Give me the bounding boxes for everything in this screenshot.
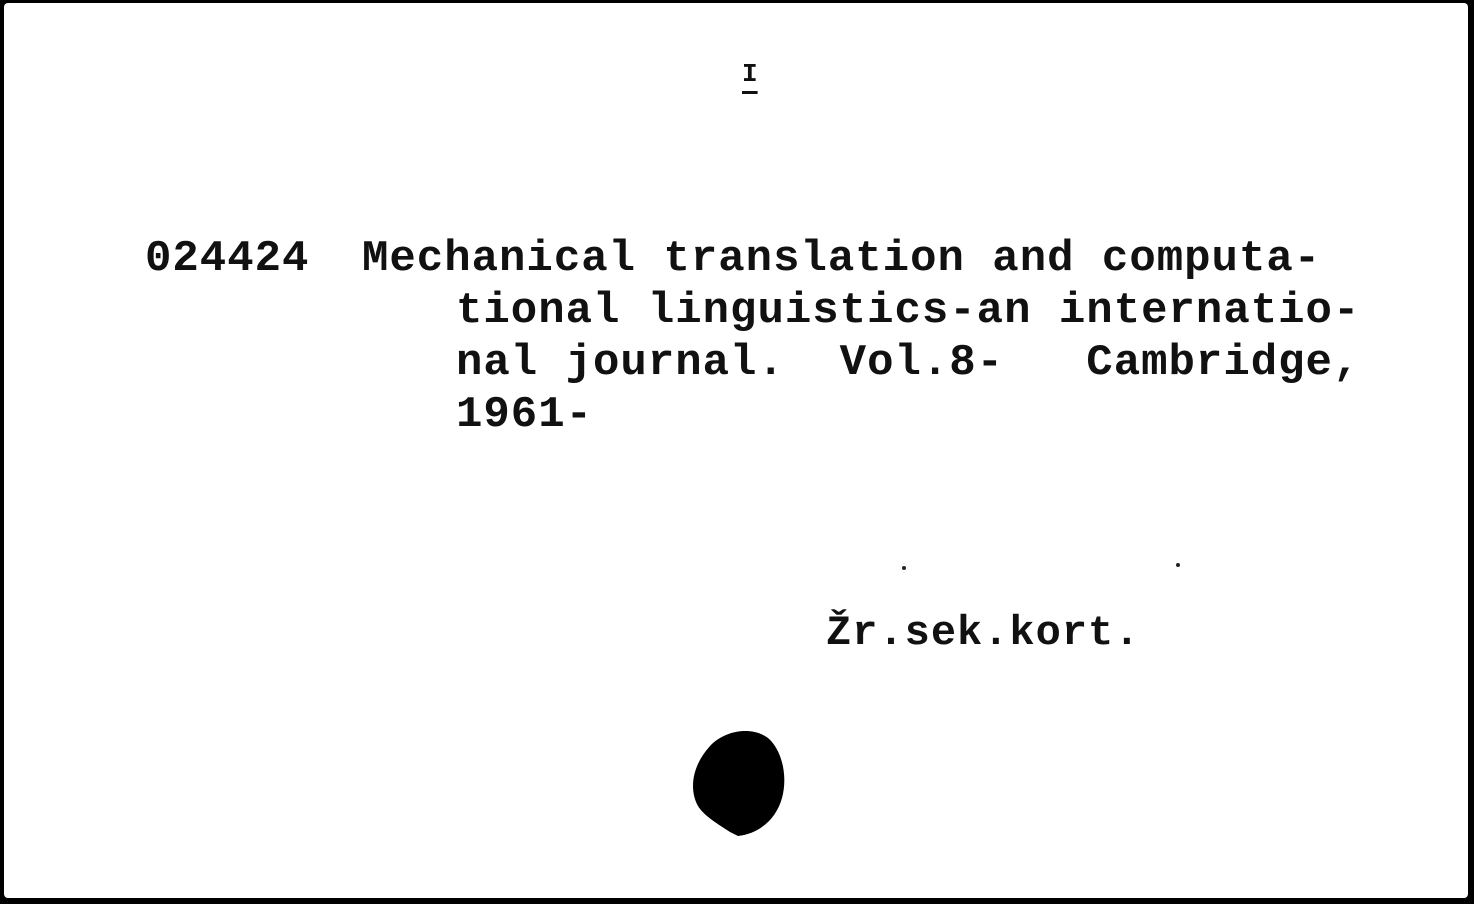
entry-line: tional linguistics-an internatio- [456,286,1361,336]
ink-speck [902,566,906,570]
location-note: Žr.sek.kort. [826,609,1141,657]
catalog-card [4,3,1468,898]
entry-line: 1961- [456,390,594,440]
punch-hole-icon [690,728,790,840]
call-number: 024424 [145,234,310,284]
ink-speck [1176,563,1180,567]
entry-line: nal journal. Vol.8- Cambridge, [456,338,1361,388]
top-mark: I [742,59,758,89]
entry-line: Mechanical translation and computa- [362,234,1322,284]
